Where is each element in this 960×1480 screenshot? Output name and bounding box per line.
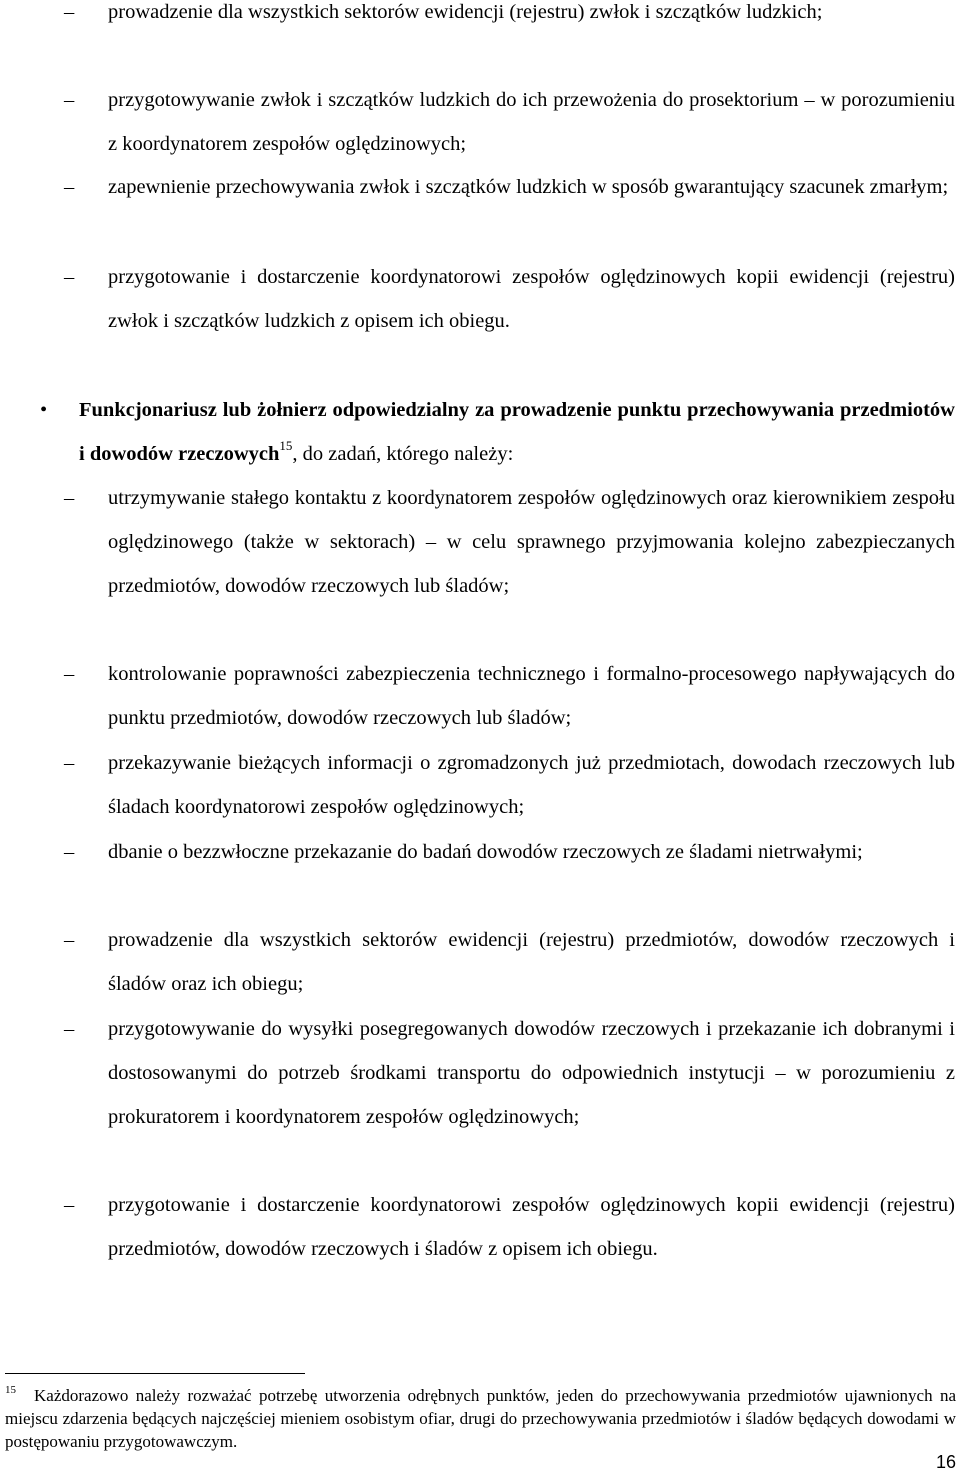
list-item-text: przygotowywanie zwłok i szczątków ludzkich do ich przewożenia do prosektorium – w porozumieniu z koordynatorem zespołów oględzinowych;: [108, 89, 955, 155]
list-item: [0, 653, 955, 741]
list-item: [0, 0, 955, 35]
footnote-reference: 15: [279, 437, 293, 453]
list-item: [0, 256, 955, 344]
list-item-text: prowadzenie dla wszystkich sektorów ewidencji (rejestru) zwłok i szczątków ludzkich;: [108, 1, 823, 23]
list-item: [0, 831, 955, 875]
list-item-text: przekazywanie bieżących informacji o zgromadzonych już przedmiotach, dowodach rzeczowych lub śladach koordynatorowi zespołów oględzinowych;: [108, 752, 955, 818]
bullet-paragraph: [0, 389, 955, 477]
dash-marker: –: [64, 841, 75, 863]
list-item-text: przygotowywanie do wysyłki posegregowanych dowodów rzeczowych i przekazanie ich dobranymi i dostosowanymi do potrzeb środkami transportu do odpowiednich instytucji – w porozumieniu z prokuratorem i koordynatorem zespołów oględzinowych;: [108, 1018, 955, 1128]
dash-marker: –: [64, 487, 75, 509]
dash-marker: –: [64, 266, 75, 288]
dash-marker: –: [64, 752, 75, 774]
list-item: [0, 166, 955, 210]
footnote-separator: [5, 1373, 305, 1374]
page-number: 16: [935, 1452, 956, 1472]
dash-marker: –: [64, 176, 75, 198]
list-item: [0, 1184, 955, 1272]
list-item-text: kontrolowanie poprawności zabezpieczenia technicznego i formalno-procesowego napływających do punktu przedmiotów, dowodów rzeczowych lub śladów;: [108, 663, 955, 729]
bullet-marker: •: [40, 399, 48, 421]
dash-marker: –: [64, 1018, 75, 1040]
list-item-text: dbanie o bezzwłoczne przekazanie do badań dowodów rzeczowych ze śladami nietrwałymi;: [108, 841, 863, 863]
list-item: [0, 742, 955, 830]
bold-heading-text: Funkcjonariusz lub żołnierz odpowiedzialny za prowadzenie punktu przechowywania przedmiotów i dowodów rzeczowych: [79, 399, 955, 465]
list-item-text: przygotowanie i dostarczenie koordynatorowi zespołów oględzinowych kopii ewidencji (rejestru) zwłok i szczątków ludzkich z opisem ich obiegu.: [108, 266, 955, 332]
dash-marker: –: [64, 1, 75, 23]
list-item: [0, 79, 955, 167]
list-item-text: utrzymywanie stałego kontaktu z koordynatorem zespołów oględzinowych oraz kierownikiem zespołu oględzinowego (także w sektorach) – w celu sprawnego przyjmowania kolejno zabezpieczanych przedmiotów, dowodów rzeczowych lub śladów;: [108, 487, 955, 597]
bullet-rest-text: , do zadań, którego należy:: [292, 442, 514, 465]
list-item-text: prowadzenie dla wszystkich sektorów ewidencji (rejestru) przedmiotów, dowodów rzeczowych i śladów oraz ich obiegu;: [108, 929, 955, 995]
dash-marker: –: [64, 89, 75, 111]
list-item: [0, 1008, 955, 1139]
footnote: [5, 1384, 956, 1453]
footnote-text: Każdorazowo należy rozważać potrzebę utworzenia odrębnych punktów, jeden do przechowywania przedmiotów ujawnionych na miejscu zdarzenia będących najczęściej mieniem osobistym ofiar, drugi do przechowywania przedmiotów i śladów będących dowodami w postępowaniu przygotowawczym.: [5, 1386, 956, 1451]
list-item: [0, 477, 955, 608]
list-item: [0, 919, 955, 1007]
dash-marker: –: [64, 663, 75, 685]
bullet-paragraph-text: [79, 389, 955, 477]
footnote-number: 15: [5, 1384, 16, 1396]
dash-marker: –: [64, 1194, 75, 1216]
list-item-text: przygotowanie i dostarczenie koordynatorowi zespołów oględzinowych kopii ewidencji (rejestru) przedmiotów, dowodów rzeczowych i śladów z opisem ich obiegu.: [108, 1194, 955, 1260]
dash-marker: –: [64, 929, 75, 951]
list-item-text: zapewnienie przechowywania zwłok i szczątków ludzkich w sposób gwarantujący szacunek zmarłym;: [108, 176, 949, 198]
